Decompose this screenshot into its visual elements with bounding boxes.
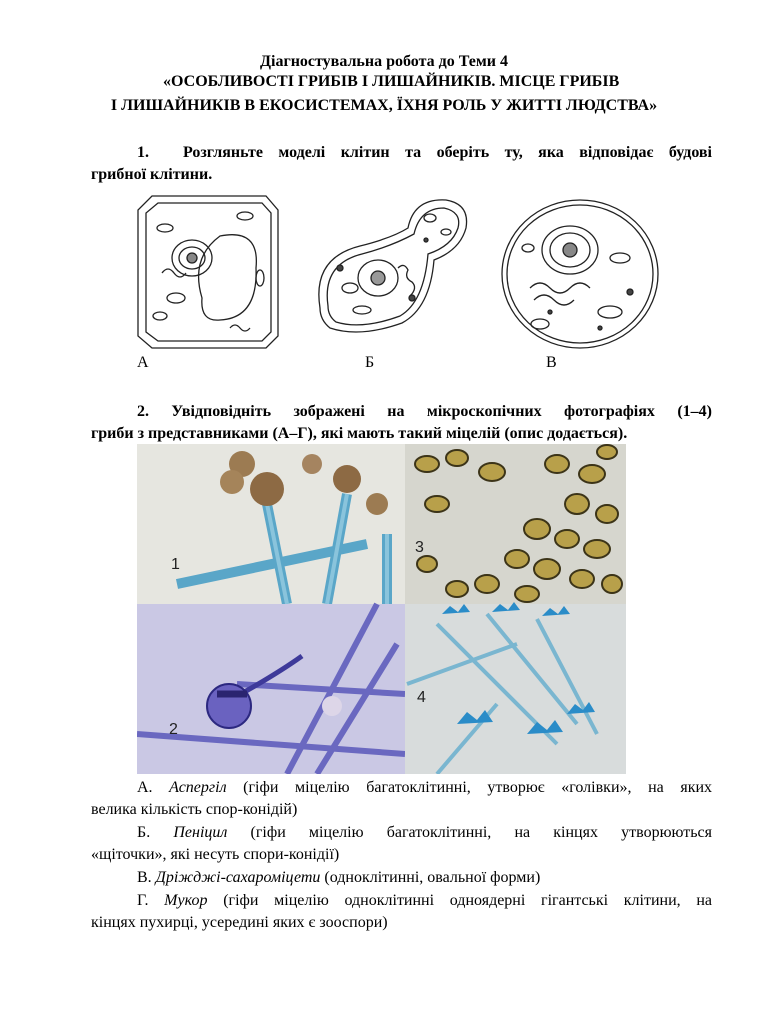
plant-cell-diagram [138,196,278,348]
option-d-letter: Г. [137,892,149,909]
photo-2-mucor [137,604,405,774]
yeast-cell-diagram [319,200,467,332]
photo-number-1: 1 [171,556,180,573]
topic-title-line2: І ЛИШАЙНИКІВ В ЕКОСИСТЕМАХ, ЇХНЯ РОЛЬ У ЖИТТІ ЛЮДСТВА» [110,97,658,114]
photo-number-4: 4 [417,689,426,706]
option-b-letter: Б. [137,824,151,841]
option-a-line2: велика кількість спор-конідій) [91,801,298,818]
photo-4-penicillium [405,602,626,774]
option-a-letter: А. [137,779,153,796]
photo-1-aspergillus [137,444,405,604]
option-a-name: Аспергіл [169,779,227,796]
cell-label-b: Б [365,354,375,371]
photo-number-2: 2 [169,721,178,738]
task1-number: 1. [137,144,149,161]
topic-title-line1: «ОСОБЛИВОСТІ ГРИБІВ І ЛИШАЙНИКІВ. МІСЦЕ ГРИБІВ [163,73,620,90]
option-b-line2: «щіточки», які несуть спори-конідії) [91,846,340,863]
option-c-desc: (одноклітинні, овальної форми) [324,869,541,886]
document-title: Діагностувальна робота до Теми 4 [259,53,509,70]
microscope-photos [137,444,626,774]
option-c-line1 [137,868,540,888]
option-a-line1 [137,778,712,798]
option-d-desc: (гіфи міцелію одноклітинні одноядерні гігантські клітини, на [223,892,713,909]
option-b-name: Пеніцил [173,824,228,841]
option-a-desc: (гіфи міцелію багатоклітинні, утворює «голівки», на яких [243,779,713,796]
cell-label-a: А [137,354,149,371]
option-d-line2: кінцях пухирці, усередині яких є зооспори) [91,914,388,931]
option-c-name: Дріжджі-сахароміцети [155,869,321,886]
option-b-desc: (гіфи міцелію багатоклітинні, на кінцях утворюються [250,824,713,841]
task2-text-line1: 2. Увідповідніть зображені на мікроскопічних фотографіях (1–4) [137,403,712,420]
task2-text-line2: гриби з представниками (А–Г), які мають такий міцелій (опис додається). [91,425,628,442]
cell-diagrams [130,188,670,354]
animal-cell-diagram [502,200,658,348]
option-d-name: Мукор [164,892,208,909]
option-d-line1 [137,891,712,911]
task1-text-line2: грибної клітини. [91,166,213,183]
option-c-letter: В. [137,869,152,886]
cell-label-c: В [546,354,557,371]
photo-3-yeast [405,444,626,604]
task1-text-line1: Розгляньте моделі клітин та оберіть ту, яка відповідає будові [183,144,712,161]
option-b-line1 [137,823,712,843]
photo-number-3: 3 [415,539,424,556]
